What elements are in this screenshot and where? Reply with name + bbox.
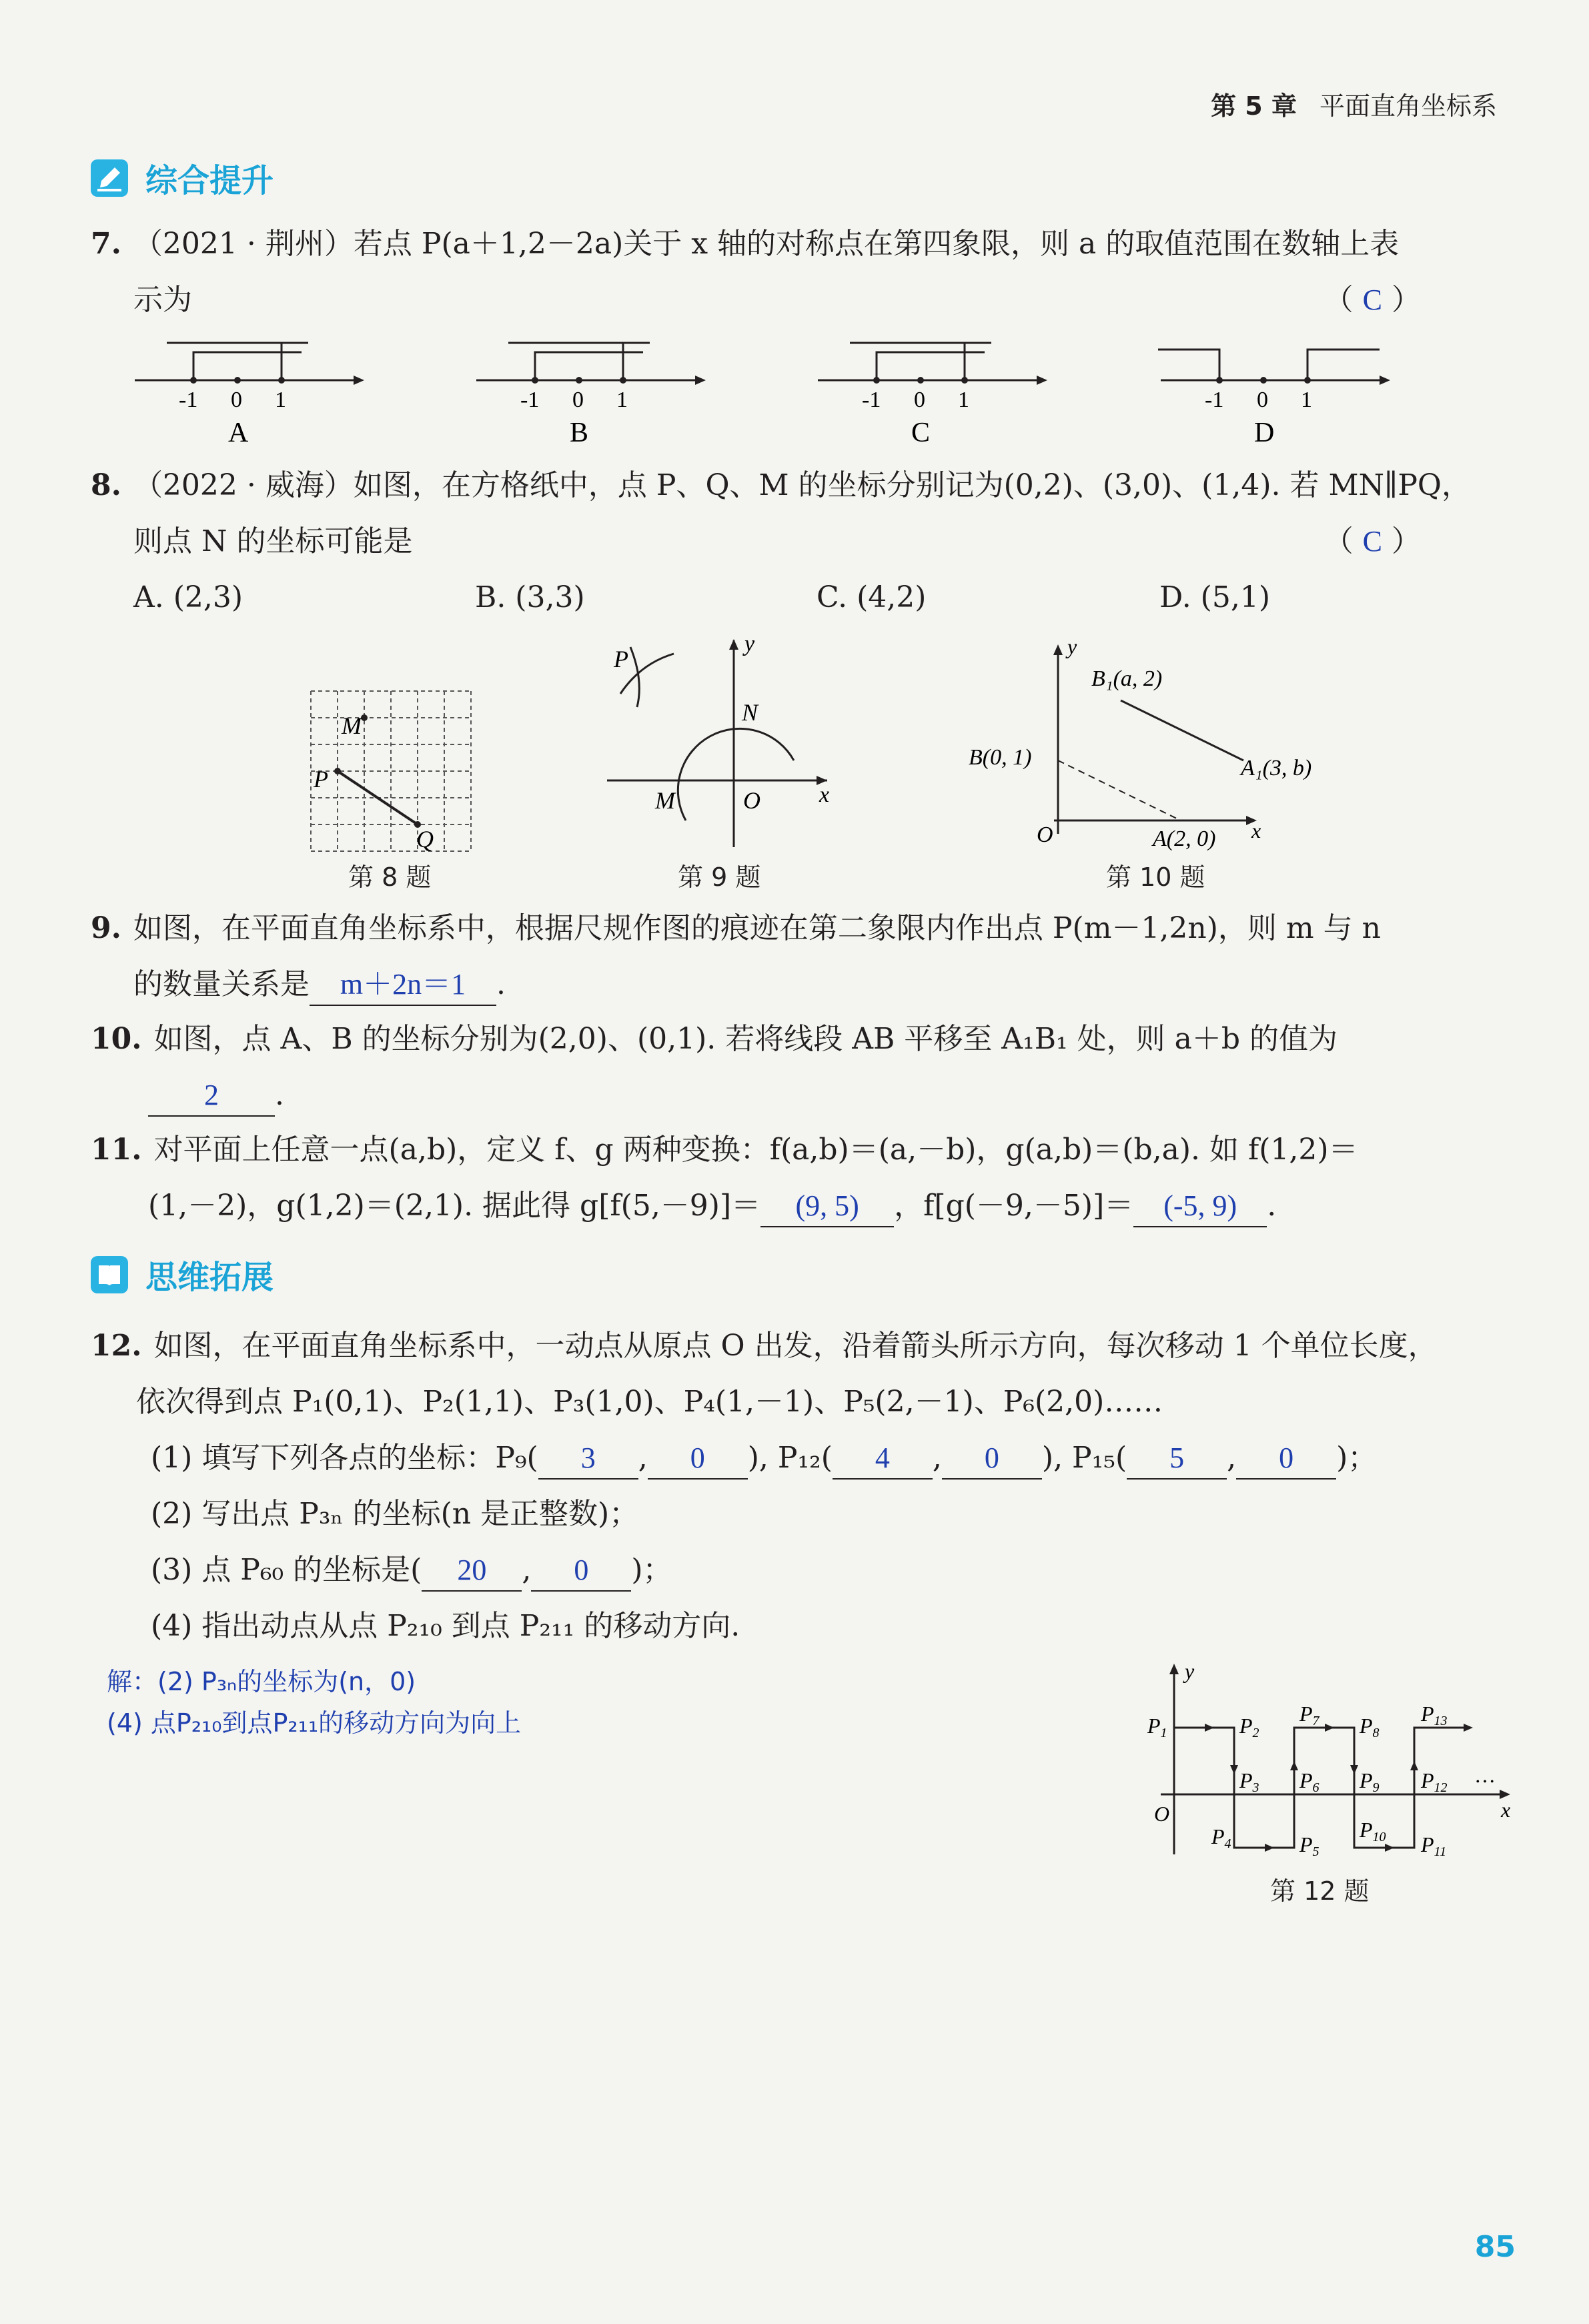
figure-9-construction (600, 627, 841, 854)
svg-text:P13: P13 (1421, 1702, 1448, 1728)
answer-p15-x: 5 (1127, 1438, 1227, 1480)
answer-p12-x: 4 (833, 1438, 933, 1480)
label-y: y (744, 632, 755, 656)
section-heading-1: 综合提升 (91, 155, 274, 201)
question-7: 7. （2021 · 荆州）若点 P(a＋1,2－2a)关于 x 轴的对称点在第四象限，则 a 的取值范围在数轴上表 示为 （ C ） (91, 216, 1505, 328)
answer-p60-y: 0 (531, 1550, 631, 1592)
tick-label: 1 (1301, 388, 1312, 412)
svg-text:P7: P7 (1299, 1702, 1319, 1728)
answer-11a: (9, 5) (760, 1186, 894, 1227)
question-10: 10. 如图，点 A、B 的坐标分别为(2,0)、(0,1). 若将线段 AB 平移至 A₁B₁ 处，则 a＋b 的值为 2 . (91, 1011, 1505, 1123)
answer-11b: (-5, 9) (1133, 1186, 1267, 1227)
caption-9: 第 9 题 (678, 862, 761, 892)
number-line-options (127, 334, 1421, 454)
figure-10-translation (961, 634, 1334, 860)
svg-text:P9: P9 (1360, 1768, 1380, 1795)
label-p: P (614, 646, 628, 672)
solution-2: 解：(2) P₃ₙ的坐标为(n，0) (107, 1667, 416, 1696)
book-icon (91, 1256, 128, 1293)
answer-bracket-7: （ C ） (1323, 283, 1421, 317)
label-x: x (1251, 818, 1261, 842)
answer-8: C (1362, 525, 1382, 558)
tick-label: -1 (179, 388, 198, 412)
svg-text:O: O (1154, 1802, 1170, 1826)
question-9: 9. 如图，在平面直角坐标系中，根据尺规作图的痕迹在第二象限内作出点 P(m－1,2n)，则 m 与 n 的数量关系是 m＋2n＝1 . (91, 901, 1505, 1013)
answer-bracket-8: （ C ） (1323, 524, 1421, 558)
option-a: A. (2,3) (133, 580, 243, 614)
section-heading-2: 思维拓展 (91, 1251, 274, 1297)
svg-text:P8: P8 (1360, 1714, 1380, 1740)
solution-4: (4) 点P₂₁₀到点P₂₁₁的移动方向为向上 (107, 1708, 522, 1738)
option-b: B. (3,3) (475, 580, 585, 614)
answer-9: m＋2n＝1 (310, 965, 496, 1006)
option-d: D. (5,1) (1159, 580, 1270, 614)
compass-arc (678, 728, 794, 820)
answer-p60-x: 20 (422, 1550, 522, 1592)
tick-label: 0 (914, 388, 925, 412)
caption-12: 第 12 题 (1270, 1876, 1370, 1906)
option-label: C (911, 418, 931, 448)
label-n: N (742, 699, 758, 726)
answer-p9-y: 0 (648, 1438, 748, 1480)
tick-label: 1 (616, 388, 628, 412)
segment-a1b1 (1121, 700, 1243, 760)
label-a: A(2, 0) (1153, 826, 1216, 851)
caption-10: 第 10 题 (1106, 862, 1205, 892)
tick-label: 1 (275, 388, 286, 412)
tick-label: 1 (958, 388, 969, 412)
svg-text:…: … (1474, 1763, 1496, 1787)
chapter-number: 第 5 章 (1211, 91, 1297, 121)
svg-text:P5: P5 (1299, 1832, 1319, 1859)
tick-label: -1 (862, 388, 881, 412)
question-8: 8. （2022 · 威海）如图，在方格纸中，点 P、Q、M 的坐标分别记为(0,2)、(3,0)、(1,4). 若 MN∥PQ， 则点 N 的坐标可能是 （ C ） (91, 458, 1505, 570)
tick-label: 0 (1257, 388, 1268, 412)
answer-p15-y: 0 (1236, 1438, 1336, 1480)
label-b: B(0, 1) (969, 745, 1032, 770)
svg-text:P4: P4 (1211, 1824, 1231, 1851)
answer-10: 2 (148, 1075, 275, 1117)
svg-text:P12: P12 (1421, 1768, 1448, 1795)
svg-text:P2: P2 (1239, 1714, 1259, 1740)
caption-8: 第 8 题 (348, 862, 432, 892)
chapter-header (1211, 85, 1497, 122)
tick-label: 0 (231, 388, 242, 412)
option-label: A (228, 418, 249, 448)
answer-7: C (1362, 283, 1382, 316)
answer-p12-y: 0 (942, 1438, 1042, 1480)
number-line-c (818, 343, 1047, 448)
label-q: Q (416, 826, 434, 852)
number-line-d (1158, 350, 1390, 448)
label-y: y (1067, 634, 1077, 658)
svg-text:P10: P10 (1360, 1818, 1386, 1844)
tick-label: -1 (520, 388, 540, 412)
tick-label: -1 (1205, 388, 1224, 412)
label-o: O (1037, 822, 1053, 847)
label-b1: B₁(a, 2) (1091, 666, 1163, 691)
svg-text:x: x (1501, 1798, 1511, 1822)
option-label: D (1254, 418, 1275, 448)
svg-text:P1: P1 (1147, 1714, 1167, 1740)
chapter-title: 平面直角坐标系 (1319, 91, 1497, 121)
question-11: 11. 对平面上任意一点(a,b)，定义 f、g 两种变换：f(a,b)＝(a,－b)，g(a,b)＝(b,a). 如 f(1,2)＝ (1,－2)，g(1,2)＝(2,1). 据此得 g[f(5,－9)]＝ (9, 5) ，f[g(－9,－5)]＝ (-5, 9) . (91, 1122, 1505, 1234)
label-o: O (743, 787, 760, 814)
svg-text:P11: P11 (1421, 1832, 1447, 1859)
svg-text:y: y (1185, 1659, 1195, 1683)
question-12: 12. 如图，在平面直角坐标系中，一动点从原点 O 出发，沿着箭头所示方向，每次移动 1 个单位长度， 依次得到点 P₁(0,1)、P₂(1,1)、P₃(1,0)、P₄(1,－1)、P₅(2,－1)、P₆(2,0)…… (1) 填写下列各点的坐标：P₉( 3 , 0 ), P₁₂( 4 , 0 ), P₁₅( 5 , 0 )； (2) 写出点 P₃ₙ 的坐标(n 是正整数)； (3) 点 P₆₀ 的坐标是( 20 , 0 )； (4) 指出动点从点 P₂₁₀ 到点 P₂₁₁ 的移动方向. (91, 1329, 1438, 1643)
label-m: M (655, 787, 675, 814)
page-number: 85 (1474, 2230, 1516, 2264)
label-m: M (342, 712, 362, 739)
tick-label: 0 (572, 388, 584, 412)
label-x: x (819, 782, 830, 807)
answer-p9-x: 3 (538, 1438, 638, 1480)
number-line-a (135, 343, 364, 448)
option-label: B (570, 418, 589, 448)
segment-ab (1058, 760, 1181, 820)
svg-text:P3: P3 (1239, 1768, 1259, 1795)
figure-8-grid (307, 687, 480, 860)
number-line-b (476, 343, 706, 448)
label-a1: A₁(3, b) (1241, 756, 1312, 780)
label-p: P (314, 766, 328, 792)
svg-text:P6: P6 (1299, 1768, 1319, 1795)
figure-12-path (1147, 1654, 1521, 1868)
pencil-icon (91, 159, 128, 197)
option-c: C. (4,2) (817, 580, 927, 614)
